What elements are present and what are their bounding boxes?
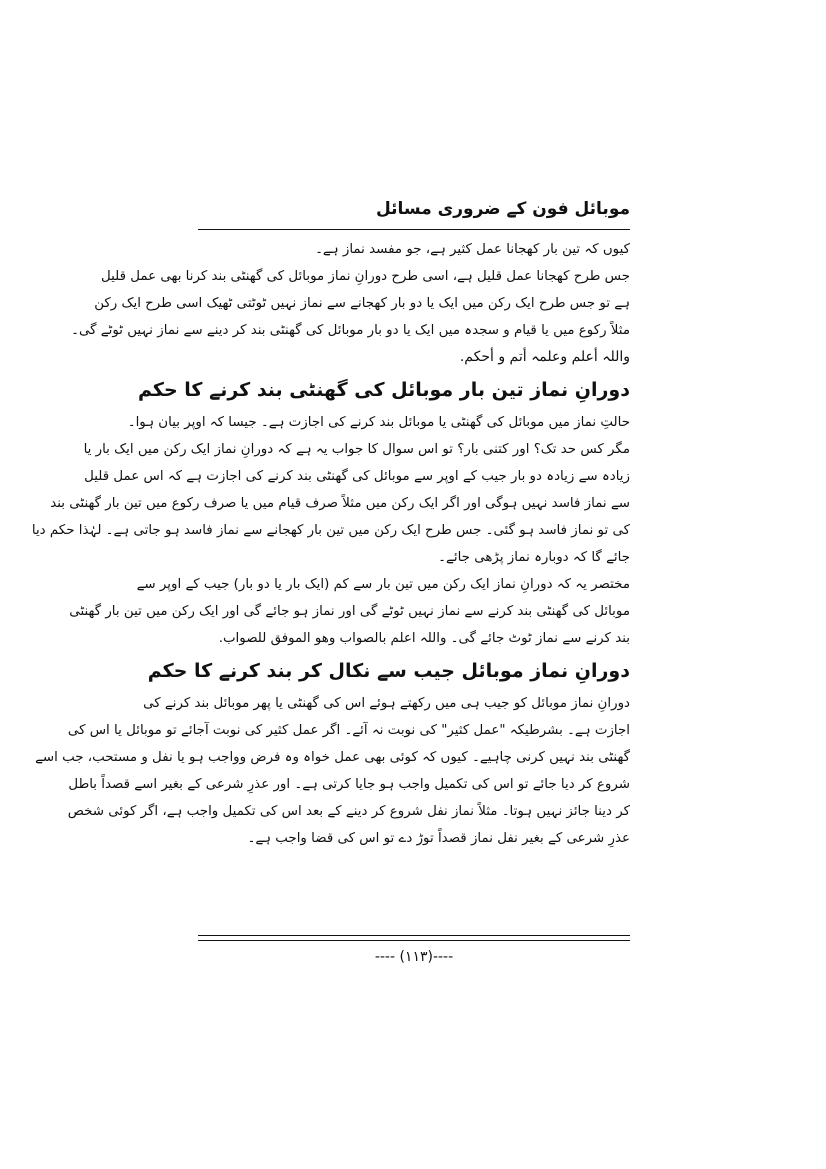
header-divider	[198, 229, 630, 230]
section-heading-three-times: دورانِ نماز تین بار موبائل کی گھنٹی بند کرنے کا حکم	[138, 379, 630, 401]
paragraph-line: ہے تو جس طرح ایک رکن میں ایک یا دو بار کھجانے سے نماز نہیں ٹوٹتی ٹھیک اسی طرح ایک رکن	[94, 296, 630, 311]
arabic-closing-line: واللہ أعلم وعلمہ أتم و أحکم.	[459, 349, 630, 365]
page-number: ---- (۱۱۳)----	[374, 949, 454, 965]
paragraph-line: دورانِ نماز موبائل کو جیب ہی میں رکھتے ہوئے اس کی گھنٹی یا پھر موبائل بند کرنے کی	[143, 696, 630, 711]
paragraph-line: کی تو نماز فاسد ہو گئی۔ جس طرح ایک رکن میں تین بار کھجانے سے نماز فاسد ہو جاتی ہے۔ لہٰذا حکم دیا	[31, 523, 630, 538]
paragraph-line: بند کرنے سے نماز ٹوٹ جائے گی۔ واللہ اعلم بالصواب وھو الموفق للصواب.	[218, 631, 630, 646]
running-title: موبائل فون کے ضروری مسائل	[375, 199, 630, 219]
paragraph-line: جائے گا کہ دوبارہ نماز پڑھی جائے۔	[438, 550, 630, 565]
paragraph-line: مگر کس حد تک؟ اور کتنی بار؟ تو اس سوال کا جواب یہ ہے کہ دورانِ نماز ایک رکن میں ایک بار یا	[83, 442, 630, 457]
paragraph-line: عذرِ شرعی کے بغیر نفل نماز قصداً توڑ دے تو اس کی قضا واجب ہے۔	[247, 831, 630, 846]
paragraph-line: مختصر یہ کہ دورانِ نماز ایک رکن میں تین بار سے کم (ایک بار یا دو بار) جیب کے اوپر سے	[136, 577, 630, 592]
paragraph-line: جس طرح کھجانا عمل قلیل ہے، اسی طرح دورانِ نماز موبائل کی گھنٹی بند کرنا بھی عمل قلیل	[100, 269, 630, 284]
page-body	[31, 236, 630, 852]
paragraph-line: اجازت ہے۔ بشرطیکہ "عمل کثیر" کی نوبت نہ آئے۔ اگر عمل کثیر کی نوبت آجائے تو موبائل یا اس کی	[67, 723, 630, 738]
paragraph-line: سے نماز فاسد نہیں ہوگی اور اگر ایک رکن میں مثلاً صرف قیام میں یا صرف رکوع میں تین بار گھنٹی بند	[50, 496, 630, 511]
paragraph-line: شروع کر دیا جائے تو اس کی تکمیل واجب ہو جایا کرتی ہے۔ اور عذرِ شرعی کے بغیر اسے قصداً باطل	[68, 777, 630, 792]
footer-double-rule	[198, 935, 630, 941]
paragraph-line: گھنٹی بند نہیں کرنی چاہیے۔ کیوں کہ کوئی بھی عمل خواہ وہ فرض وواجب ہو یا نفل و مستحب، جب اسے	[35, 750, 630, 765]
book-page	[31, 196, 630, 986]
paragraph-line: کیوں کہ تین بار کھجانا عمل کثیر ہے، جو مفسد نماز ہے۔	[315, 242, 630, 257]
paragraph-line: حالتِ نماز میں موبائل کی گھنٹی یا موبائل بند کرنے کی اجازت ہے۔ جیسا کہ اوپر بیان ہوا۔	[127, 415, 630, 430]
paragraph-line: مثلاً رکوع میں یا قیام و سجدہ میں ایک یا دو بار موبائل کی گھنٹی بند کر دینے سے نماز نہیں ٹوٹے گی۔	[71, 323, 630, 338]
paragraph-line: کر دینا جائز نہیں ہوتا۔ مثلاً نماز نفل شروع کر دینے کے بعد اس کی تکمیل واجب ہے، اگر کوئی شخص	[67, 804, 630, 819]
paragraph-line: زیادہ سے زیادہ دو بار جیب کے اوپر سے موبائل کی گھنٹی بند کرنے کی اجازت ہے کہ اس عمل قلیل	[84, 469, 630, 484]
paragraph-line: موبائل کی گھنٹی بند کرنے سے نماز نہیں ٹوٹے گی اور نماز ہو جائے گی اور ایک رکن میں تین بار گھنٹی	[69, 604, 630, 619]
section-heading-remove-from-pocket: دورانِ نماز موبائل جیب سے نکال کر بند کرنے کا حکم	[147, 660, 630, 682]
